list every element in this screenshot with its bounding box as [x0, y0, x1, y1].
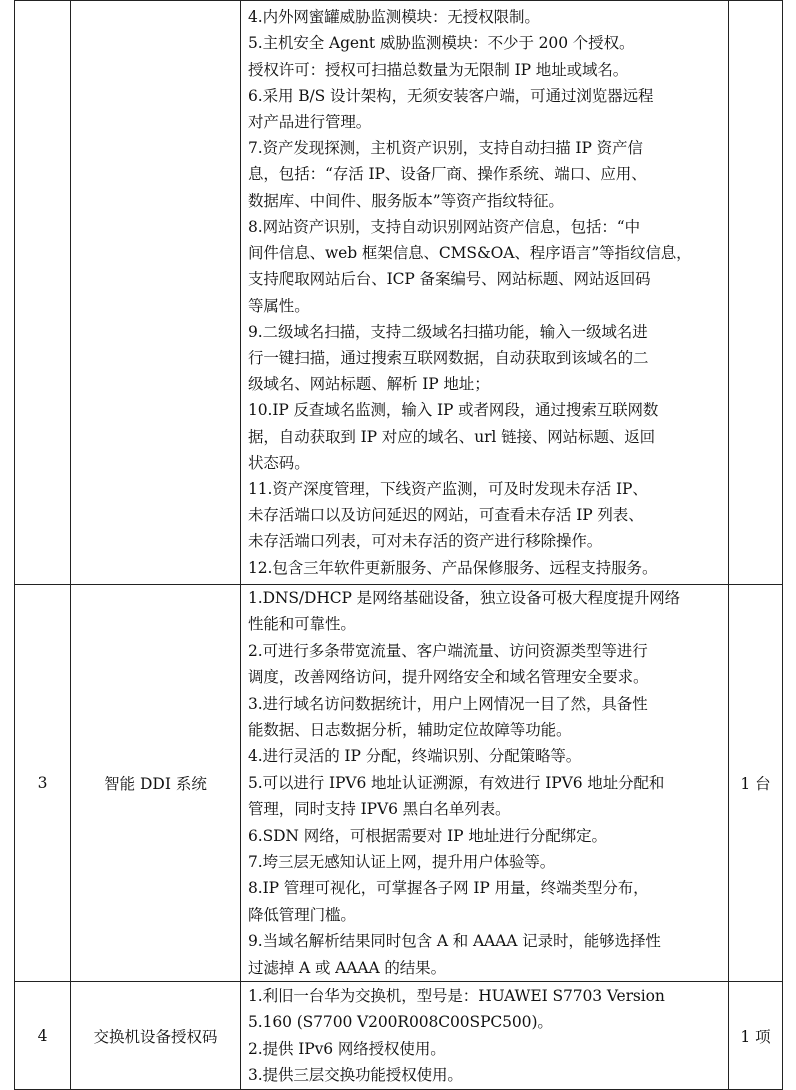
description-line: 数据库、中间件、服务版本”等资产指纹特征。 [248, 191, 564, 210]
description-line: 间件信息、web 框架信息、CMS&OA、程序语言”等指纹信息， [248, 244, 692, 263]
description-line: 降低管理门槛。 [248, 905, 356, 924]
description-line: 9.二级域名扫描，支持二级域名扫描功能，输入一级域名进 [248, 322, 648, 341]
description-line: 调度，改善网络访问，提升网络安全和域名管理安全要求。 [248, 668, 649, 687]
description-line: 5.可以进行 IPV6 地址认证溯源，有效进行 IPV6 地址分配和 [248, 773, 665, 792]
description-line: 状态码。 [248, 453, 310, 472]
item-name-cell [71, 1, 241, 585]
description-line: 未存活端口列表，可对未存活的资产进行移除操作。 [248, 532, 603, 551]
description-line: 级域名、网站标题、解析 IP 地址； [248, 375, 490, 394]
description-line: 4.进行灵活的 IP 分配，终端识别、分配策略等。 [248, 747, 582, 766]
table-row [15, 585, 783, 982]
description-line: 能数据、日志数据分析，辅助定位故障等功能。 [248, 721, 572, 740]
item-number-cell [15, 1, 71, 585]
description-line: 3.提供三层交换功能授权使用。 [248, 1066, 463, 1084]
description-line: 过滤掉 A 或 AAAA 的结果。 [248, 958, 446, 977]
description-line: 行一键扫描，通过搜索互联网数据，自动获取到该域名的二 [248, 348, 649, 367]
description-line: 11.资产深度管理，下线资产监测，可及时发现未存活 IP、 [248, 479, 648, 498]
description-line: 7.垮三层无感知认证上网，提升用户体验等。 [248, 853, 556, 872]
item-number-cell: 4 [15, 982, 71, 1090]
description-line: 等属性。 [248, 296, 310, 315]
item-quantity-cell: 1 项 [729, 982, 783, 1090]
description-line: 支持爬取网站后台、ICP 备案编号、网站标题、网站返回码 [248, 270, 651, 289]
description-line: 7.资产发现探测，主机资产识别，支持自动扫描 IP 资产信 [248, 139, 643, 158]
description-line: 息，包括：“存活 IP、设备厂商、操作系统、端口、应用、 [248, 165, 647, 184]
description-line: 8.网站资产识别，支持自动识别网站资产信息，包括：“中 [248, 217, 641, 236]
description-line: 6.SDN 网络，可根据需要对 IP 地址进行分配绑定。 [248, 826, 607, 845]
description-line: 1.利旧一台华为交换机，型号是：HUAWEI S7703 Version [248, 986, 665, 1005]
spec-table [14, 0, 783, 1090]
table-row [15, 982, 783, 1090]
table-row [15, 1, 783, 585]
item-description-cell [241, 1, 729, 585]
description-line: 1.DNS/DHCP 是网络基础设备，独立设备可极大程度提升网络 [248, 589, 681, 607]
description-line: 性能和可靠性。 [248, 615, 356, 634]
item-quantity-cell: 1 台 [729, 585, 783, 982]
description-line: 2.提供 IPv6 网络授权使用。 [248, 1039, 446, 1058]
item-name-cell: 交换机设备授权码 [71, 982, 241, 1090]
description-line: 5.160 (S7700 V200R008C00SPC500)。 [248, 1013, 553, 1032]
description-line: 10.IP 反查域名监测，输入 IP 或者网段，通过搜索互联网数 [248, 401, 659, 420]
description-line: 2.可进行多条带宽流量、客户端流量、访问资源类型等进行 [248, 641, 648, 660]
description-line: 3.进行域名访问数据统计，用户上网情况一目了然，具备性 [248, 694, 648, 713]
description-line: 6.采用 B/S 设计架构，无须安装客户端，可通过浏览器远程 [248, 86, 654, 105]
description-line: 对产品进行管理。 [248, 113, 372, 132]
item-description-cell [241, 585, 729, 982]
description-line: 4.内外网蜜罐威胁监测模块：无授权限制。 [248, 8, 540, 27]
description-line: 12.包含三年软件更新服务、产品保修服务、远程支持服务。 [248, 558, 658, 577]
item-number-cell: 3 [15, 585, 71, 982]
item-name-cell: 智能 DDI 系统 [71, 585, 241, 982]
item-description-cell [241, 982, 729, 1090]
description-line: 据，自动获取到 IP 对应的域名、url 链接、网站标题、返回 [248, 427, 656, 446]
description-line: 9.当域名解析结果同时包含 A 和 AAAA 记录时，能够选择性 [248, 932, 661, 951]
description-line: 未存活端口以及访问延迟的网站，可查看未存活 IP 列表、 [248, 506, 644, 525]
description-line: 授权许可：授权可扫描总数量为无限制 IP 地址或域名。 [248, 60, 629, 79]
description-line: 管理，同时支持 IPV6 黑白名单列表。 [248, 800, 511, 819]
description-line: 5.主机安全 Agent 威胁监测模块：不少于 200 个授权。 [248, 34, 635, 53]
item-quantity-cell [729, 1, 783, 585]
spec-table-body [15, 1, 783, 1090]
description-line: 8.IP 管理可视化，可掌握各子网 IP 用量，终端类型分布， [248, 879, 649, 898]
